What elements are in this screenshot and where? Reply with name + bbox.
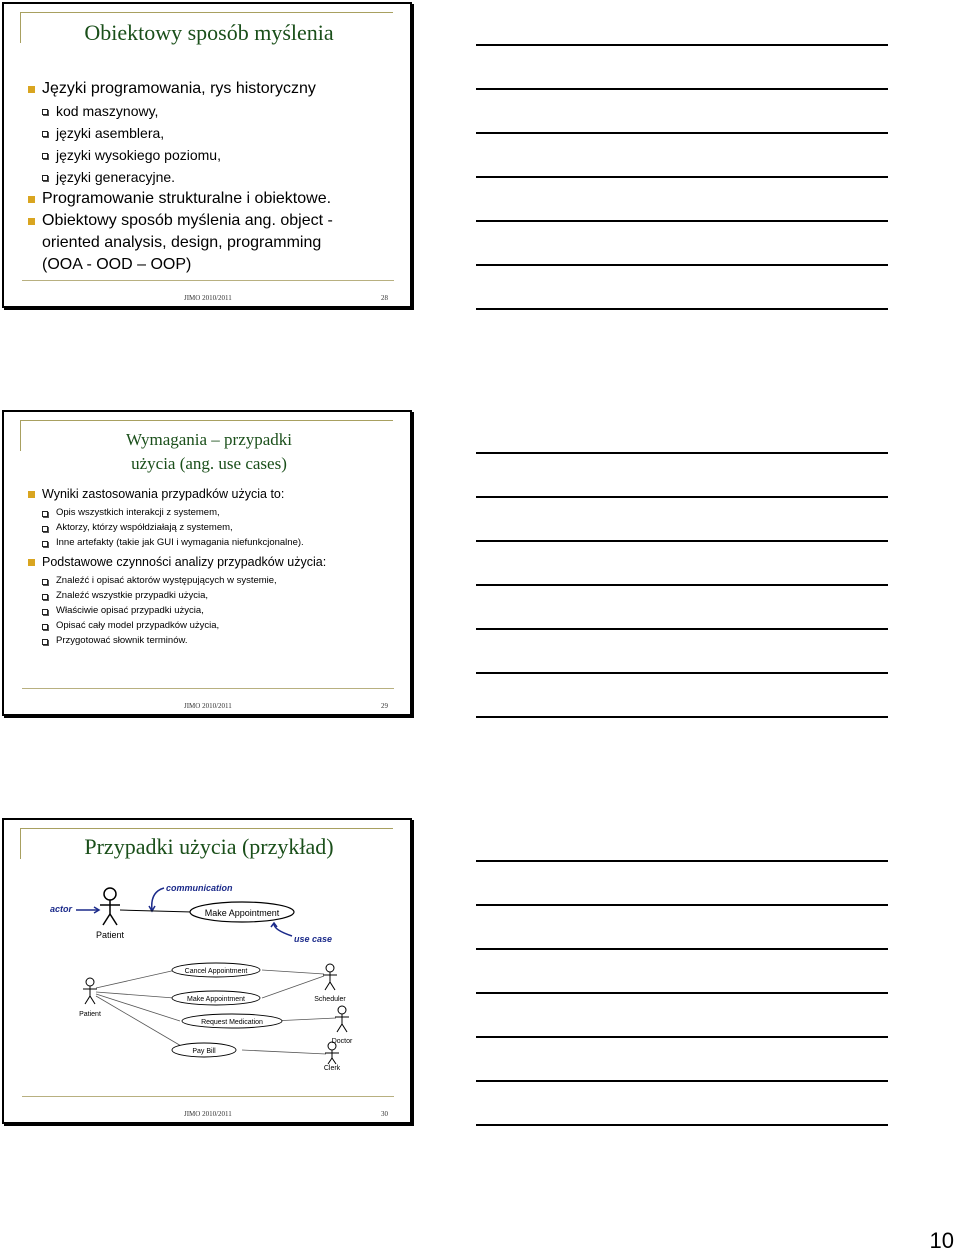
note-line	[476, 220, 888, 222]
list-item: języki asemblera,	[42, 122, 396, 144]
note-line	[476, 88, 888, 90]
top-actor-figure	[100, 888, 120, 925]
list-item	[28, 78, 396, 188]
use-case-make-appointment: Make Appointment	[187, 996, 245, 1003]
note-line	[476, 1124, 888, 1126]
slide-number: 29	[381, 702, 388, 710]
slide-number: 30	[381, 1110, 388, 1118]
communication-annotation: communication	[166, 883, 233, 893]
note-line	[476, 948, 888, 950]
list-item: Właściwie opisać przypadki użycia,	[42, 603, 396, 618]
list-item: kod maszynowy,	[42, 100, 396, 122]
scheduler-actor-figure	[323, 964, 337, 990]
use-case-diagram	[24, 870, 394, 1070]
note-line	[476, 44, 888, 46]
slide-footer: JIMO 2010/2011	[184, 1110, 232, 1118]
list-item: Znaleźć wszystkie przypadki użycia,	[42, 588, 396, 603]
patient-actor-label: Patient	[79, 1011, 101, 1018]
bullet-text: Języki programowania, rys historyczny	[42, 80, 316, 97]
top-use-case-label: Make Appointment	[204, 908, 280, 918]
note-line	[476, 992, 888, 994]
list-item: Opisać cały model przypadków użycia,	[42, 618, 396, 633]
list-item: Aktorzy, którzy współdziałają z systemem,	[42, 520, 396, 535]
list-item: Opis wszystkich interakcji z systemem,	[42, 505, 396, 520]
list-item: Przygotować słownik terminów.	[42, 633, 396, 648]
note-line	[476, 496, 888, 498]
use-case-request-medication: Request Medication	[201, 1019, 263, 1026]
note-line	[476, 904, 888, 906]
slide-title: Wymagania – przypadki użycia (ang. use cases)	[125, 430, 293, 473]
clerk-actor-label: Clerk	[323, 1065, 341, 1070]
list-item	[28, 486, 396, 550]
note-line	[476, 672, 888, 674]
note-line	[476, 1036, 888, 1038]
note-line	[476, 540, 888, 542]
doctor-actor-label: Doctor	[331, 1038, 353, 1045]
top-actor-label: Patient	[95, 930, 125, 940]
note-line	[476, 176, 888, 178]
footer-divider	[22, 1096, 394, 1097]
slide-29	[2, 410, 412, 716]
note-line	[476, 860, 888, 862]
sub-list	[42, 573, 396, 648]
note-line	[476, 308, 888, 310]
bullet-list	[28, 78, 396, 276]
slide-30	[2, 818, 412, 1124]
note-line	[476, 452, 888, 454]
list-item: Znaleźć i opisać aktorów występujących w systemie,	[42, 573, 396, 588]
scheduler-actor-label: Scheduler	[314, 996, 346, 1003]
slide-footer: JIMO 2010/2011	[184, 702, 232, 710]
bullet-text: Wyniki zastosowania przypadków użycia to:	[42, 487, 285, 501]
slide-number: 28	[381, 294, 388, 302]
actor-annotation: actor	[50, 904, 73, 914]
list-item: języki generacyjne.	[42, 166, 396, 188]
note-line	[476, 716, 888, 718]
bullet-list	[28, 486, 396, 652]
footer-divider	[22, 688, 394, 689]
slide-title: Przypadki użycia (przykład)	[84, 834, 334, 859]
doctor-actor-figure	[335, 1006, 349, 1032]
page-number: 10	[929, 1228, 954, 1253]
use-case-pay-bill: Pay Bill	[192, 1048, 216, 1055]
slide-footer: JIMO 2010/2011	[184, 294, 232, 302]
list-item	[28, 210, 396, 276]
list-item: Inne artefakty (takie jak GUI i wymagania niefunkcjonalne).	[42, 535, 396, 550]
slide-28	[2, 2, 412, 308]
clerk-actor-figure	[325, 1042, 339, 1064]
note-line	[476, 132, 888, 134]
bullet-text: Obiektowy sposób myślenia ang. object - oriented analysis, design, programming (OOA - OOD – OOP)	[42, 212, 333, 273]
list-item: języki wysokiego poziomu,	[42, 144, 396, 166]
note-line	[476, 584, 888, 586]
use-case-cancel-appointment: Cancel Appointment	[184, 968, 248, 975]
note-line	[476, 628, 888, 630]
note-line	[476, 1080, 888, 1082]
footer-divider	[22, 280, 394, 281]
use-case-annotation: use case	[294, 934, 333, 944]
sub-list	[42, 505, 396, 550]
list-item	[28, 554, 396, 648]
note-line	[476, 264, 888, 266]
bullet-text: Programowanie strukturalne i obiektowe.	[42, 190, 332, 207]
association-lines	[96, 970, 336, 1054]
slide-title: Obiektowy sposób myślenia	[84, 20, 334, 45]
sub-list	[42, 100, 396, 188]
bullet-text: Podstawowe czynności analizy przypadków użycia:	[42, 555, 327, 569]
patient-actor-figure	[83, 978, 97, 1004]
list-item	[28, 188, 396, 210]
